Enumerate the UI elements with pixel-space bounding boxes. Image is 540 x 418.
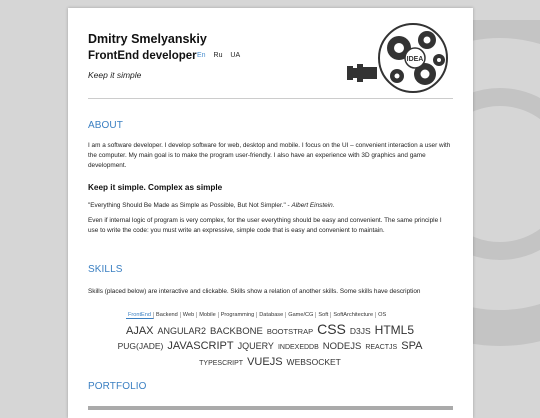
quote-text: "Everything Should Be Made as Simple as Possible, But Not Simpler." - [88,202,292,209]
skill-tag[interactable]: ANGULAR2 [157,326,207,336]
lang-en-link[interactable]: En [197,52,206,59]
tab-os[interactable]: OS [378,312,387,318]
tab-programming[interactable]: Programming [219,312,258,318]
skill-tag[interactable]: REACTJS [365,344,398,351]
tab-soft[interactable]: Soft [316,312,331,318]
header-divider [88,98,453,99]
about-heading: ABOUT [88,120,123,131]
about-subtitle: Keep it simple. Complex as simple [88,183,223,192]
quote-author: Albert Einstein. [291,202,335,209]
portfolio-preview-bar [88,406,453,410]
tab-web[interactable]: Web [181,312,197,318]
lang-ua-link[interactable]: UA [230,52,241,59]
language-switcher [197,52,246,59]
portfolio-heading: PORTFOLIO [88,381,147,392]
skills-heading: SKILLS [88,264,123,275]
skills-cloud [104,323,436,370]
tab-gamecg[interactable]: Game/CG [286,312,316,318]
tab-frontend[interactable]: FrontEnd [126,312,154,319]
resume-card [68,8,473,418]
author-role: FrontEnd developer [88,50,197,62]
about-quote [88,201,453,211]
skills-tabs [126,312,388,319]
idea-bulb-gears-icon [347,18,457,100]
skill-tag[interactable]: INDEXEDDB [277,344,319,351]
lang-ru-link[interactable]: Ru [213,52,223,59]
skill-tag[interactable]: BOOTSTRAP [266,327,314,336]
skill-tag[interactable]: PUG(JADE) [117,341,164,351]
skill-tag[interactable]: SPA [401,340,423,352]
skill-tag[interactable]: D3JS [349,326,371,336]
skill-tag[interactable]: WEBSOCKET [286,357,341,367]
about-text-2: Even if internal logic of program is very complex, for the user everything should be easy and convenient. The same principle I use to write the code: you must write an expressive, simple code that is easy and convenient to maintain. [88,217,442,234]
logo-text: IDEA [406,56,424,63]
about-text: I am a software developer. I develop software for web, desktop and mobile. I focus on the UI – convenient interaction a user with the computer. My main goal is to make the program user-friendly. I also have an experience with 3D graphics and game development. [88,142,451,169]
skill-tag[interactable]: HTML5 [374,323,415,337]
skill-tag[interactable]: JQUERY [237,341,274,351]
skill-tag[interactable]: CSS [317,321,346,337]
author-name: Dmitry Smelyanskiy [88,32,207,46]
motto: Keep it simple [88,70,142,80]
skill-tag[interactable]: NODEJS [322,341,362,352]
skill-tag[interactable]: JAVASCRIPT [167,340,234,352]
skill-tag[interactable]: BACKBONE [210,326,263,337]
skills-intro: Skills (placed below) are interactive and clickable. Skills show a relation of another skills. Some skills have description [88,288,421,295]
tab-softarchitecture[interactable]: SoftArchitecture [331,312,376,318]
skill-tag[interactable]: AJAX [125,325,154,337]
tab-database[interactable]: Database [257,312,286,318]
skill-tag[interactable]: VUEJS [247,356,283,368]
skill-tag[interactable]: TYPESCRIPT [199,360,244,367]
tab-backend[interactable]: Backend [154,312,181,318]
tab-mobile[interactable]: Mobile [197,312,218,318]
